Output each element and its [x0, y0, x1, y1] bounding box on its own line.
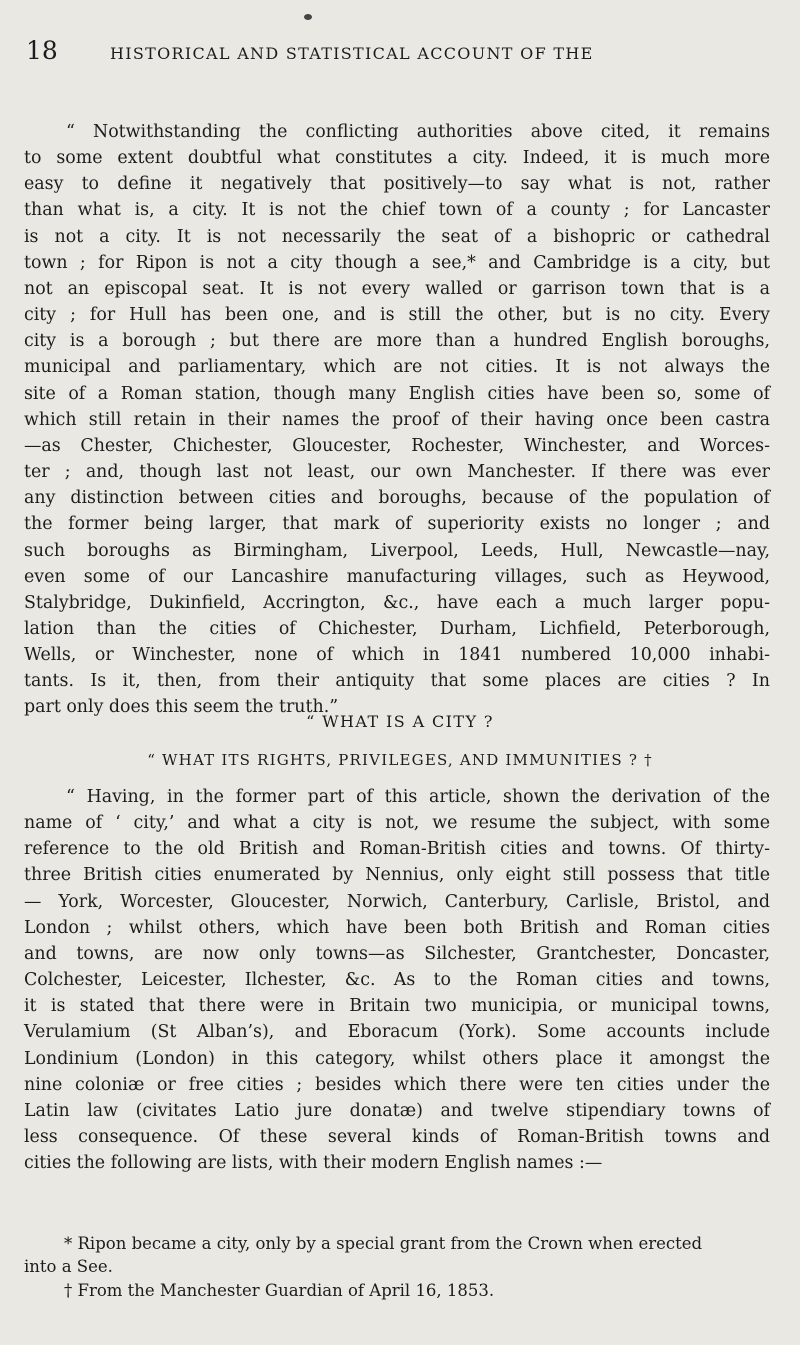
footnote-line: into a See.: [24, 1257, 113, 1276]
text-line: such boroughs as Birmingham, Liverpool, Leeds, Hull, Newcastle—nay,: [24, 540, 770, 561]
text-line: Verulamium (St Alban’s), and Eboracum (York). Some accounts include: [24, 1022, 770, 1043]
text-line: three British cities enumerated by Nennius, only eight still possess that title: [24, 865, 770, 886]
footnote-source: [24, 1279, 770, 1302]
text-line: less consequence. Of these several kinds of Roman-British towns and: [24, 1127, 770, 1148]
running-title: HISTORICAL AND STATISTICAL ACCOUNT OF THE: [110, 44, 594, 63]
text-line: which still retain in their names the proof of their having once been castra: [24, 409, 770, 430]
text-line: nine coloniæ or free cities ; besides which there were ten cities under the: [24, 1074, 770, 1095]
text-line: is not a city. It is not necessarily the seat of a bishopric or cathedral: [24, 226, 770, 247]
text-line: easy to define it negatively that positively—to say what is not, rather: [24, 174, 770, 195]
text-line: — York, Worcester, Gloucester, Norwich, Canterbury, Carlisle, Bristol, and: [24, 891, 770, 912]
text-line: any distinction between cities and boroughs, because of the population of: [24, 488, 770, 509]
text-line: Colchester, Leicester, Ilchester, &c. As to the Roman cities and towns,: [24, 970, 770, 991]
text-line: “ Notwithstanding the conflicting authorities above cited, it remains: [66, 122, 770, 142]
text-line: —as Chester, Chichester, Gloucester, Rochester, Winchester, and Worces-: [24, 435, 770, 456]
text-line: Latin law (civitates Latio jure donatæ) and twelve stipendiary towns of: [24, 1100, 770, 1121]
section-heading-what-is-a-city: “ WHAT IS A CITY ?: [306, 712, 494, 731]
text-line: town ; for Ripon is not a city though a see,* and Cambridge is a city, but: [24, 252, 770, 273]
text-line: than what is, a city. It is not the chief town of a county ; for Lancaster: [24, 200, 770, 221]
running-header: [26, 36, 786, 76]
paragraph-definition-of-city: [24, 119, 770, 721]
text-line: Stalybridge, Dukinfield, Accrington, &c., have each a much larger popu-: [24, 592, 770, 613]
text-line: ter ; and, though last not least, our own Manchester. If there was ever: [24, 462, 770, 483]
text-line: lation than the cities of Chichester, Durham, Lichfield, Peterborough,: [24, 618, 770, 639]
text-line: Londinium (London) in this category, whilst others place it amongst the: [24, 1048, 770, 1069]
footnote-ripon: [24, 1232, 770, 1278]
text-line: and towns, are now only towns—as Silchester, Grantchester, Doncaster,: [24, 943, 770, 964]
text-line: cities the following are lists, with their modern English names :—: [24, 1153, 603, 1174]
text-line: municipal and parliamentary, which are not cities. It is not always the: [24, 357, 770, 378]
text-line: tants. Is it, then, from their antiquity that some places are cities ? In: [24, 671, 770, 692]
text-line: site of a Roman station, though many English cities have been so, some of: [24, 383, 770, 404]
paragraph-british-cities: [24, 784, 770, 1176]
page-number: 18: [26, 36, 58, 65]
text-line: reference to the old British and Roman-British cities and towns. Of thirty-: [24, 839, 770, 860]
text-line: London ; whilst others, which have been both British and Roman cities: [24, 917, 770, 938]
page-blemish: [304, 14, 312, 20]
footnote-line: * Ripon became a city, only by a special grant from the Crown when erected: [64, 1234, 703, 1253]
text-line: to some extent doubtful what constitutes a city. Indeed, it is much more: [24, 148, 770, 169]
text-line: Wells, or Winchester, none of which in 1841 numbered 10,000 inhabi-: [24, 645, 770, 666]
text-line: part only does this seem the truth.”: [24, 697, 339, 718]
text-line: city ; for Hull has been one, and is still the other, but is no city. Every: [24, 305, 770, 326]
text-line: “ Having, in the former part of this article, shown the derivation of the: [66, 787, 770, 807]
text-line: name of ‘ city,’ and what a city is not, we resume the subject, with some: [24, 813, 770, 834]
text-line: not an episcopal seat. It is not every walled or garrison town that is a: [24, 278, 770, 299]
text-line: even some of our Lancashire manufacturing villages, such as Heywood,: [24, 566, 770, 587]
text-line: it is stated that there were in Britain two municipia, or municipal towns,: [24, 996, 770, 1017]
footnote-line: † From the Manchester Guardian of April 16, 1853.: [64, 1281, 495, 1300]
text-line: the former being larger, that mark of superiority exists no longer ; and: [24, 514, 770, 535]
text-line: city is a borough ; but there are more than a hundred English boroughs,: [24, 331, 770, 352]
section-heading-rights-privileges: “ WHAT ITS RIGHTS, PRIVILEGES, AND IMMUNITIES ? †: [147, 751, 653, 769]
